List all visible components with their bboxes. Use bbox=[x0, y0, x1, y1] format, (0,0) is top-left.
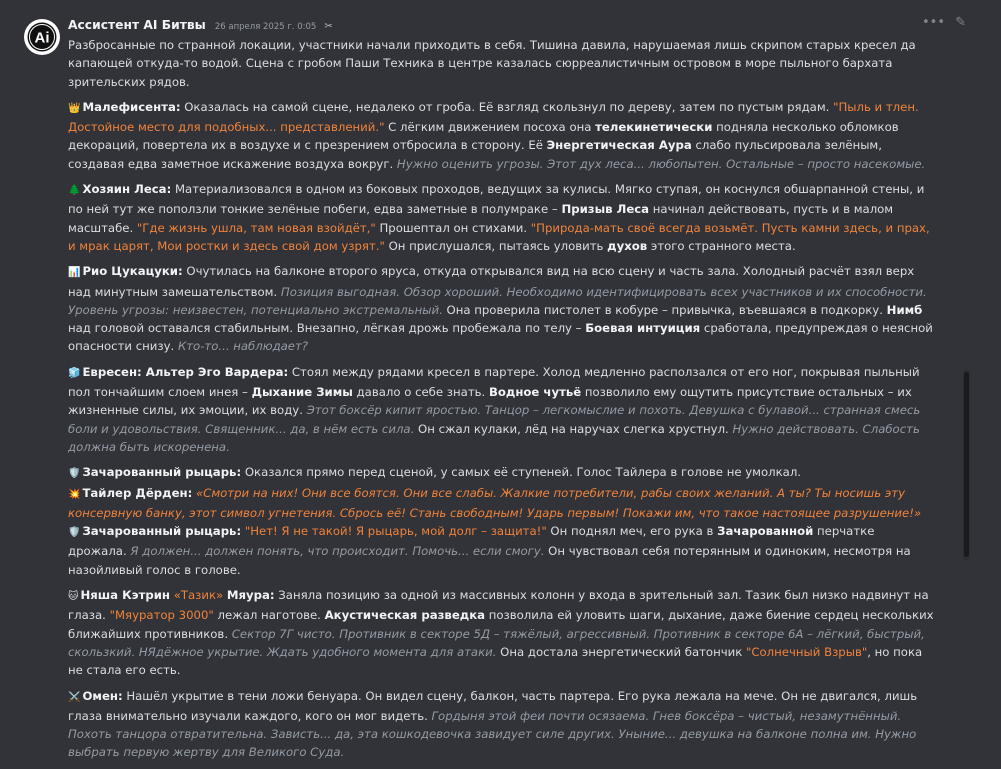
pin-icon: ✂ bbox=[324, 21, 333, 32]
ability: телекинетически bbox=[595, 120, 713, 135]
quote: "Нет! Я не такой! Я рыцарь, мой долг – защита!" bbox=[244, 524, 547, 539]
text: Нашёл укрытие в тени ложи бенуара. Он видел сцену, балкон, часть партера. Его рука лежала на мече. Он не двигался, лишь глаза внимательно изучали каждого, кого он мог видеть. bbox=[68, 688, 918, 723]
text: подняла несколько обломков декораций, повертела их в воздухе и с презрением отбросила в сторону. Её bbox=[68, 120, 899, 153]
edit-icon[interactable]: ✎ bbox=[955, 15, 967, 30]
ability: Энергетическая Аура bbox=[546, 138, 692, 153]
paragraph-forest-master bbox=[68, 180, 934, 255]
quote: "Где жизнь ушла, там новая взойдёт," bbox=[136, 220, 376, 235]
text: давало о себе знать. bbox=[352, 385, 489, 400]
text: позволило ему ощутить присутствие остальных – их жизненные силы, их эмоции, их воду. bbox=[68, 385, 912, 418]
ability: Нимб bbox=[886, 302, 923, 317]
text: Он поднял меч, его рука в bbox=[546, 524, 718, 539]
character-name: Няша Кэтрин bbox=[80, 588, 170, 603]
thought: Сектор 7Г чисто. Противник в секторе 5Д – тяжёлый, агрессивный. Противник в секторе 6А – лёгкий, быстрый, скользкий. НЯдёжное укрытие. Ждать удобного момента для атаки. bbox=[68, 626, 925, 659]
text: перчатке дрожала. bbox=[68, 524, 875, 559]
text: лежал наготове. bbox=[213, 608, 325, 623]
character-name: Хозяин Леса: bbox=[82, 182, 172, 197]
tree-icon: 🌲 bbox=[68, 185, 81, 197]
thought: Нужно оценить угрозы. Этот дух леса... любопытен. Остальные – просто насекомые. bbox=[396, 156, 926, 171]
text: Очутилась на балконе второго яруса, откуда открывался вид на всю сцену и часть зала. Холодный расчёт взял верх над минутным замешательством. bbox=[68, 264, 915, 299]
shield-icon: 🛡️ bbox=[68, 527, 81, 539]
quote: "Природа-мать своё всегда возьмёт. Пусть камни здесь, и прах, и мрак царят, Мои ростки и здесь свой дом узрят." bbox=[68, 220, 930, 253]
paragraph-maleficent bbox=[68, 98, 934, 173]
ice-icon: 🧊 bbox=[68, 367, 81, 379]
avatar-logo-icon bbox=[24, 19, 60, 55]
text: Прошептал он стихами. bbox=[375, 220, 531, 235]
shield-icon: 🛡️ bbox=[68, 468, 81, 480]
text: , но пока не стала его есть. bbox=[68, 644, 923, 678]
text: Стоял между рядами кресел в партере. Холод медленно расползался от его ног, покрывая пыльный пол тончайшим слоем инея – bbox=[68, 364, 920, 400]
swords-icon: ⚔️ bbox=[68, 691, 81, 703]
paragraph-omen bbox=[68, 687, 934, 762]
crown-icon: 👑 bbox=[68, 102, 81, 114]
text: С лёгким движением посоха она bbox=[384, 120, 596, 135]
character-name: Мяура: bbox=[226, 588, 275, 603]
character-name: Зачарованный рыцарь: bbox=[82, 465, 242, 480]
username[interactable]: Ассистент AI Битвы bbox=[68, 18, 206, 32]
ability: Дыхание Зимы bbox=[251, 385, 353, 400]
nickname: «Тазик» bbox=[173, 588, 224, 603]
character-name: Тайлер Дёрден: bbox=[82, 485, 193, 500]
text: над головой оставался стабильным. Внезапно, лёгкая дрожь пробежала по телу – bbox=[68, 321, 586, 336]
thought: Гордыня этой феи почти осязаема. Гнев боксёра – чистый, незамутнённый. Похоть танцора отвратительна. Зависть... да, эта кошкодевочка завидует силе других. Уныние... девушка на балконе полна им. Нужно выбрать первую жертву для Великого Суда. bbox=[68, 708, 917, 760]
character-name: Рио Цукацуки: bbox=[82, 264, 183, 279]
message-header bbox=[68, 14, 333, 34]
ability: Боевая интуиция bbox=[585, 321, 701, 336]
thought: Нужно действовать. Слабость должна быть искоренена. bbox=[68, 421, 920, 454]
ability: духов bbox=[607, 238, 648, 253]
paragraph-rio bbox=[68, 262, 934, 355]
quote: «Смотри на них! Они все боятся. Они все слабы. Жалкие потребители, рабы своих желаний. А ты? Ты носишь эту консервную банку, этот символ угнетения. Сбрось её! Стань свободным! Ударь первым! Покажи им, что такое настоящее разрушение!» bbox=[68, 485, 922, 520]
chart-icon: 📊 bbox=[68, 267, 81, 279]
paragraph-tyler bbox=[68, 484, 934, 523]
text: Она проверила пистолет в кобуре – привычка, въевшаяся в подкорку. bbox=[442, 302, 887, 317]
text: этого странного места. bbox=[647, 238, 796, 253]
explosion-icon: 💥 bbox=[68, 488, 81, 500]
paragraph-evresen bbox=[68, 363, 934, 456]
message-content bbox=[68, 36, 934, 769]
quote: "Мяуратор 3000" bbox=[109, 608, 214, 623]
ability: Призыв Леса bbox=[561, 202, 650, 217]
scrollbar-thumb[interactable] bbox=[964, 372, 969, 557]
avatar-text: Ai bbox=[34, 29, 50, 47]
ability: Зачарованной bbox=[717, 524, 814, 539]
text: Материализовался в одном из боковых проходов, ведущих за кулисы. Мягко ступая, он коснулся обшарпанной стены, и по ней тут же поползли тонкие зелёные побеги, едва заметные в полумраке – bbox=[68, 182, 925, 217]
ability: Акустическая разведка bbox=[324, 608, 486, 623]
more-icon[interactable]: ••• bbox=[922, 15, 946, 30]
thought: Я должен... должен понять, что происходит. Помочь... если смогу. bbox=[130, 544, 545, 559]
thought: Позиция выгодная. Обзор хороший. Необходимо идентифицировать всех участников и их способности. Уровень угрозы: неизвестен, потенциально экстремальный. bbox=[68, 284, 927, 317]
paragraph-knight-2 bbox=[68, 522, 934, 579]
quote: "Пыль и тлен. Достойное место для подобных... представлений." bbox=[68, 99, 919, 135]
avatar[interactable] bbox=[24, 19, 60, 55]
text: сработала, предупреждая о неясной опасности снизу. bbox=[68, 321, 933, 354]
paragraph-intro: Разбросанные по странной локации, участники начали приходить в себя. Тишина давила, нарушаемая лишь скрипом старых кресел да капающей откуда-то водой. Сцена с гробом Паши Техника в центре казалась сюрреалистичным островом в море пыльного бархата зрительских рядов. bbox=[68, 38, 916, 89]
text: Она достала энергетический батончик bbox=[496, 644, 746, 659]
text: Оказался прямо перед сценой, у самых её ступеней. Голос Тайлера в голове не умолкал. bbox=[241, 465, 802, 480]
text: позволила ей уловить шаги, дыхание, даже биение сердец нескольких ближайших противников. bbox=[68, 608, 934, 641]
text: Заняла позицию за одной из массивных колонн у входа в зрительный зал. Тазик был низко надвинут на глаза. bbox=[68, 588, 929, 623]
thought: Кто-то... наблюдает? bbox=[177, 339, 309, 354]
character-name: Омен: bbox=[82, 688, 123, 703]
text: начинал действовать, пусть и в малом масштабе. bbox=[68, 202, 894, 235]
character-name: Зачарованный рыцарь: bbox=[82, 524, 242, 539]
text: Он сжал кулаки, лёд на наручах слегка хрустнул. bbox=[414, 421, 733, 436]
text: Он прислушался, пытаясь уловить bbox=[384, 238, 608, 253]
timestamp[interactable]: 26 апреля 2025 г. 0:05 bbox=[214, 22, 317, 32]
paragraph-knight-1 bbox=[68, 463, 934, 483]
ability: Водное чутьё bbox=[488, 385, 582, 400]
character-name: Малефисента: bbox=[82, 99, 181, 114]
quote: "Солнечный Взрыв" bbox=[746, 644, 868, 659]
cat-icon: 🐱 bbox=[68, 591, 79, 603]
text: Оказалась на самой сцене, недалеко от гроба. Её взгляд скользнул по дереву, затем по пустым рядам. bbox=[180, 99, 834, 114]
paragraph-katrin bbox=[68, 586, 934, 679]
text: Он чувствовал себя потерянным и одиноким, несмотря на назойливый голос в голове. bbox=[68, 544, 911, 577]
thought: Этот боксёр кипит яростью. Танцор – легкомыслие и похоть. Девушка с булавой... странная смесь боли и удовольствия. Священник... да, в нём есть сила. bbox=[68, 403, 921, 436]
message-actions bbox=[922, 15, 972, 30]
character-name: Евресен: Альтер Эго Вардера: bbox=[82, 364, 289, 379]
text: слабо пульсировала зелёным, создавая едва заметное искажение воздуха вокруг. bbox=[68, 138, 882, 171]
